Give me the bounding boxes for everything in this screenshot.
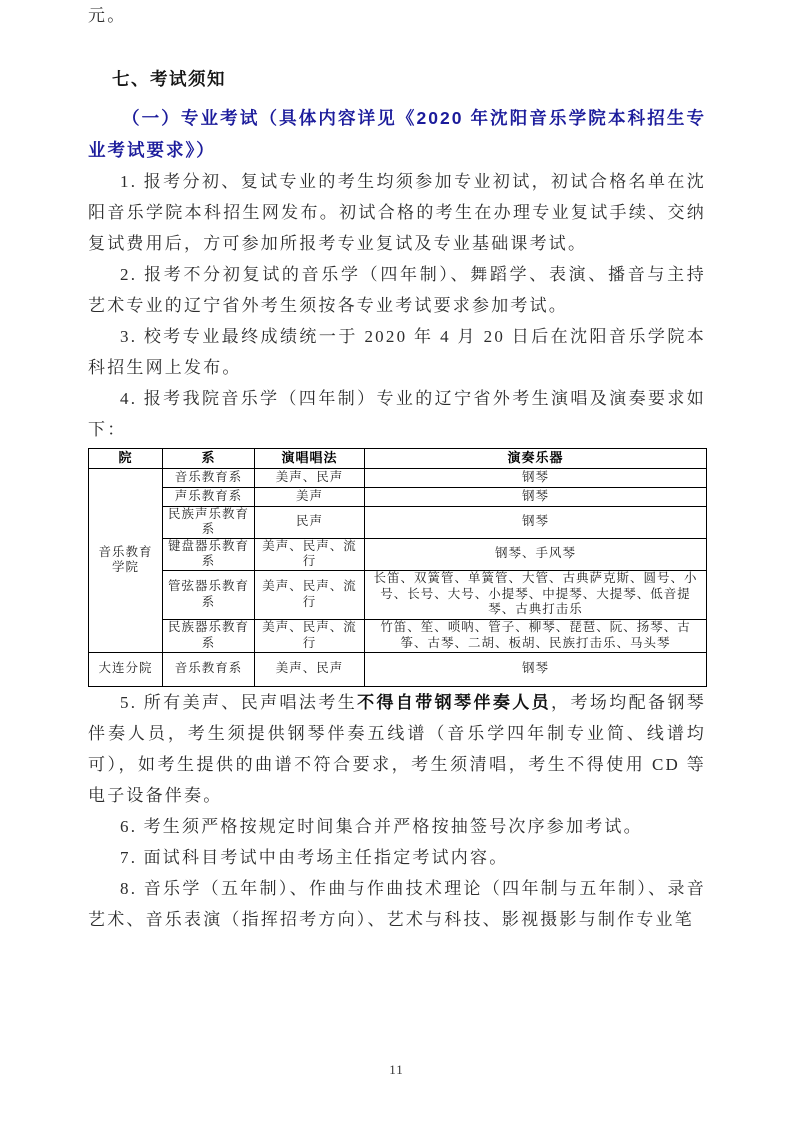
header-dept: 系 — [163, 448, 255, 468]
instruments-cell: 钢琴 — [365, 506, 707, 538]
college-cell: 音乐教育学院 — [89, 468, 163, 652]
page-content — [88, 0, 706, 935]
instruments-cell: 钢琴 — [365, 487, 707, 506]
paragraph-4: 4. 报考我院音乐学（四年制）专业的辽宁省外考生演唱及演奏要求如下： — [88, 388, 706, 439]
paragraph-2: 2. 报考不分初复试的音乐学（四年制）、舞蹈学、表演、播音与主持艺术专业的辽宁省外考生须按各专业考试要求参加考试。 — [88, 264, 706, 315]
section-heading: 七、考试须知 — [112, 69, 226, 89]
instruments-cell: 钢琴 — [365, 468, 707, 487]
table-row — [89, 506, 707, 538]
vocal-cell: 民声 — [255, 506, 365, 538]
vocal-cell: 美声、民声 — [255, 652, 365, 686]
college-cell: 大连分院 — [89, 652, 163, 686]
leading-paragraph: 元。 — [88, 6, 127, 25]
paragraph-5-lead: 5. 所有美声、民声唱法考生 — [120, 692, 358, 712]
subsection-heading: （一）专业考试（具体内容详见《2020 年沈阳音乐学院本科招生专业考试要求》） — [88, 107, 706, 160]
table-row — [89, 619, 707, 652]
table-row — [89, 652, 707, 686]
dept-cell: 民族器乐教育系 — [163, 619, 255, 652]
header-instruments: 演奏乐器 — [365, 448, 707, 468]
paragraph-5-emphasis: 不得自带钢琴伴奏人员 — [357, 692, 552, 712]
instruments-cell: 钢琴、手风琴 — [365, 538, 707, 570]
table-row — [89, 538, 707, 570]
table-row — [89, 487, 707, 506]
paragraph-8: 8. 音乐学（五年制）、作曲与作曲技术理论（四年制与五年制）、录音艺术、音乐表演（指挥招考方向）、艺术与科技、影视摄影与制作专业笔 — [88, 878, 706, 929]
paragraph-7: 7. 面试科目考试中由考场主任指定考试内容。 — [120, 847, 509, 867]
vocal-cell: 美声 — [255, 487, 365, 506]
vocal-cell: 美声、民声 — [255, 468, 365, 487]
table-header-row — [89, 448, 707, 468]
vocal-cell: 美声、民声、流行 — [255, 619, 365, 652]
dept-cell: 声乐教育系 — [163, 487, 255, 506]
vocal-cell: 美声、民声、流行 — [255, 538, 365, 570]
header-vocal: 演唱唱法 — [255, 448, 365, 468]
paragraph-6: 6. 考生须严格按规定时间集合并严格按抽签号次序参加考试。 — [120, 816, 643, 836]
requirements-table — [88, 448, 707, 687]
paragraph-5-rest: ，考场均配备钢琴伴奏人员，考生须提供钢琴伴奏五线谱（音乐学四年制专业简、线谱均可），如考生提供的曲谱不符合要求，考生须清唱，考生不得使用 CD 等电子设备伴奏。 — [88, 692, 706, 805]
table-row — [89, 570, 707, 619]
dept-cell: 民族声乐教育系 — [163, 506, 255, 538]
table-row — [89, 468, 707, 487]
vocal-cell: 美声、民声、流行 — [255, 570, 365, 619]
paragraph-5 — [88, 687, 706, 811]
dept-cell: 音乐教育系 — [163, 652, 255, 686]
dept-cell: 音乐教育系 — [163, 468, 255, 487]
instruments-cell: 竹笛、笙、唢呐、管子、柳琴、琵琶、阮、扬琴、古筝、古琴、二胡、板胡、民族打击乐、马头琴 — [365, 619, 707, 652]
instruments-cell: 长笛、双簧管、单簧管、大管、古典萨克斯、圆号、小号、长号、大号、小提琴、中提琴、大提琴、低音提琴、古典打击乐 — [365, 570, 707, 619]
paragraph-3: 3. 校考专业最终成绩统一于 2020 年 4 月 20 日后在沈阳音乐学院本科招生网上发布。 — [88, 326, 706, 377]
page-number: 11 — [389, 1062, 404, 1077]
paragraph-1: 1. 报考分初、复试专业的考生均须参加专业初试，初试合格名单在沈阳音乐学院本科招生网发布。初试合格的考生在办理专业复试手续、交纳复试费用后，方可参加所报考专业复试及专业基础课考试。 — [88, 171, 706, 253]
dept-cell: 键盘器乐教育系 — [163, 538, 255, 570]
instruments-cell: 钢琴 — [365, 652, 707, 686]
dept-cell: 管弦器乐教育系 — [163, 570, 255, 619]
header-college: 院 — [89, 448, 163, 468]
